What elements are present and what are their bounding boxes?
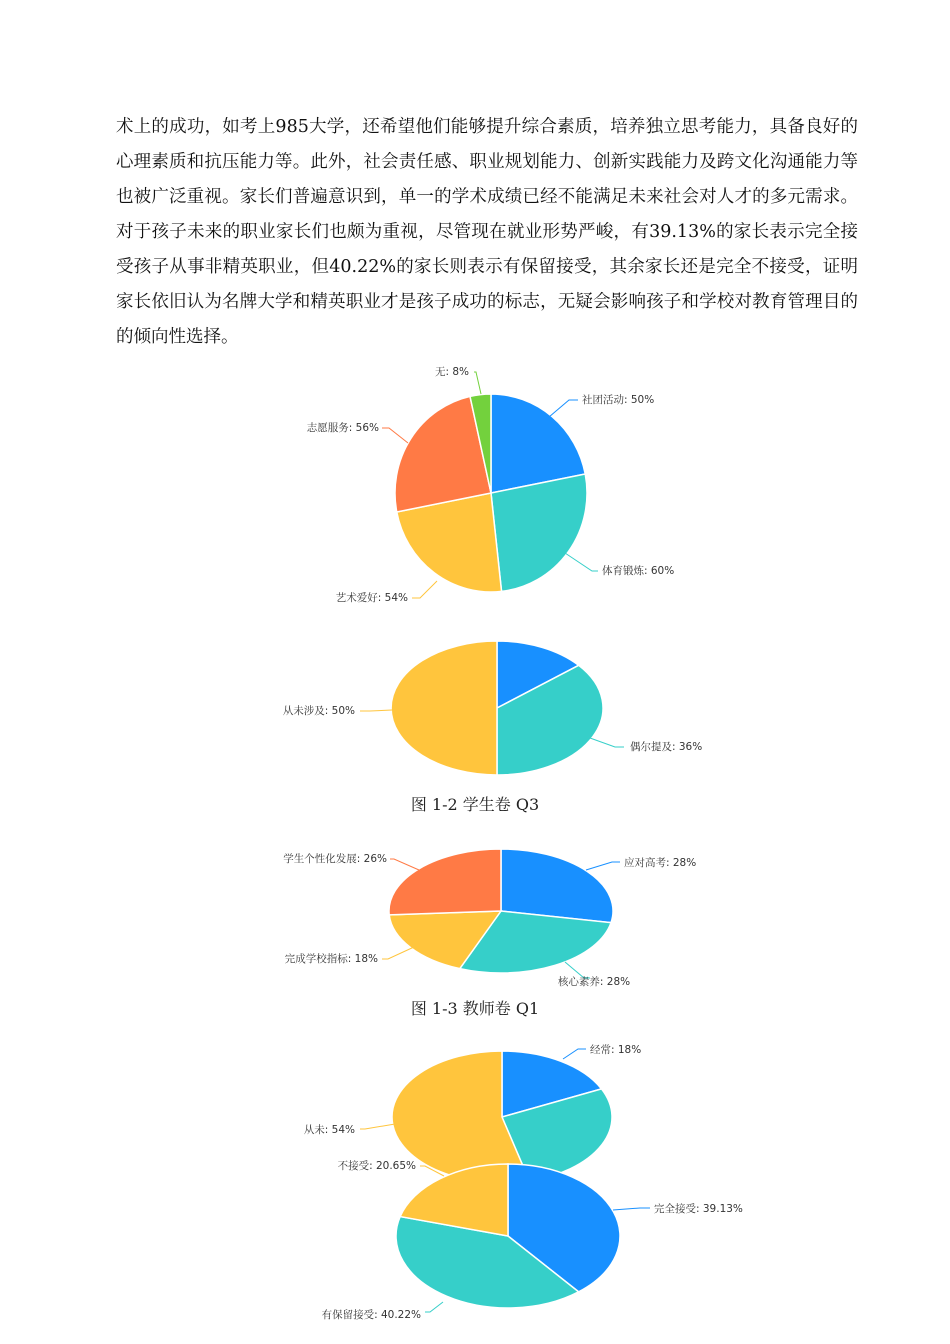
slices <box>396 1164 620 1308</box>
label-leader-line <box>613 1208 650 1210</box>
pie-chart-teacher-q1 <box>0 840 950 990</box>
pie-slice <box>389 849 501 915</box>
pie-chart-student-q3 <box>0 628 950 788</box>
slices <box>395 394 587 592</box>
pie-chart-teacher-frequency <box>0 1040 950 1136</box>
label-leader-line <box>563 1049 586 1059</box>
figure-caption-1-3: 图 1-3 教师卷 Q1 <box>410 999 540 1018</box>
slice-label: 完成学校指标: 18% <box>284 953 378 965</box>
label-leader-line <box>420 1166 444 1176</box>
slice-label: 社团活动: 50% <box>582 394 655 406</box>
slice-label: 志愿服务: 56% <box>306 422 379 434</box>
slice-label: 从未: 54% <box>303 1124 355 1136</box>
slice-label: 从未涉及: 50% <box>282 705 355 717</box>
body-paragraph: 术上的成功，如考上985大学，还希望他们能够提升综合素质，培养独立思考能力，具备良好的心理素质和抗压能力等。此外，社会责任感、职业规划能力、创新实践能力及跨文化沟通能力等也被广泛重视。家长们普遍意识到，单一的学术成绩已经不能满足未来社会对人才的多元需求。对于孩子未来的职业家长们也颇为重视，尽管现在就业形势严峻，有39.13%的家长表示完全接受孩子从事非精英职业，但40.22%的家长则表示有保留接受，其余家长还是完全不接受，证明家长依旧认为名牌大学和精英职业才是孩子成功的标志，无疑会影响孩子和学校对教育管理目的的倾向性选择。 <box>116 117 858 347</box>
slice-label: 经常: 18% <box>590 1044 642 1056</box>
label-leader-line <box>360 1124 395 1129</box>
slice-label: 应对高考: 28% <box>624 857 697 869</box>
slice-label: 偶尔提及: 36% <box>630 741 703 753</box>
figure-caption-1-2: 图 1-2 学生卷 Q3 <box>410 795 540 814</box>
pie-slice <box>391 641 497 775</box>
slice-label: 艺术爱好: 54% <box>335 592 408 604</box>
label-leader-line <box>360 710 392 711</box>
label-leader-line <box>590 738 624 747</box>
slice-label: 核心素养: 28% <box>557 976 631 988</box>
slices <box>389 849 613 973</box>
pie-chart-activities <box>0 355 950 615</box>
label-leader-line <box>549 400 578 417</box>
slice-label: 无: 8% <box>434 366 469 378</box>
slice-label: 完全接受: 39.13% <box>654 1203 743 1215</box>
pie-slice <box>491 474 587 591</box>
slice-label: 不接受: 20.65% <box>337 1160 416 1172</box>
label-leader-line <box>390 859 419 870</box>
label-leader-line <box>586 862 620 870</box>
label-leader-line <box>565 553 598 571</box>
slice-label: 学生个性化发展: 26% <box>283 853 387 865</box>
slice-label: 有保留接受: 40.22% <box>321 1309 421 1321</box>
pie-slice <box>501 849 613 923</box>
pie-chart-parent-acceptance <box>0 1150 950 1344</box>
slices <box>391 641 603 775</box>
label-leader-line <box>474 372 481 394</box>
label-leader-line <box>382 947 414 959</box>
label-leader-line <box>425 1302 443 1312</box>
label-leader-line <box>382 428 408 443</box>
slice-label: 体育锻炼: 60% <box>602 565 675 577</box>
label-leader-line <box>412 581 437 598</box>
